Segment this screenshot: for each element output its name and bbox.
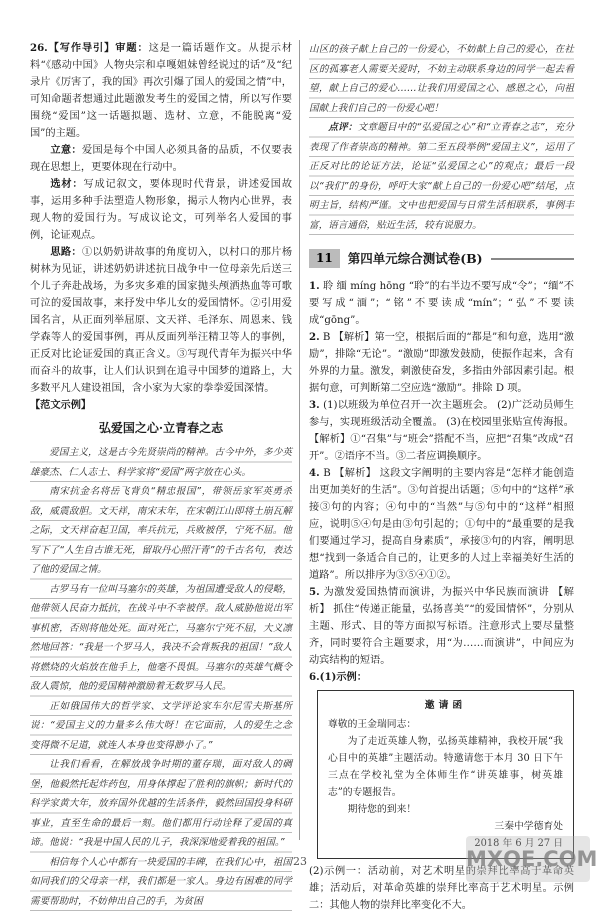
essay-paragraph: 爱国主义，这是古今先贤崇尚的精神。古今中外，多少英雄豪杰、仁人志士、科学家将“爱国”两字放在心头。 <box>30 447 292 478</box>
item-number: 5. <box>309 586 320 598</box>
q26-paragraph <box>30 40 292 142</box>
dianping-text: 文章题目中的“弘爱国之心”和“立青春之志”，充分表现了作者崇高的精神。第二至五段举例“爱国主义”，运用了正反对比的论证方法，论证“弘爱国之心”的观点；最后一段以“我们”的身份，呼吁大家“献上自己的一份爱心吧”结尾，点明主旨，结构严谨。文中也把爱国与日常生活相联系，事例丰富，语言通俗，贴近生活，较有说服力。 <box>309 122 574 231</box>
liyi-text: 爱国是每个中国人必须具备的品质，不仅要表现在思想上，更要体现在行动中。 <box>30 145 293 173</box>
invitation-salutation: 尊敬的王金瑞同志： <box>328 719 417 730</box>
essay-paragraph: 古罗马有一位叫马塞尔的英雄，为祖国遭受敌人的侵略，他带领人民奋力抵抗，在战斗中不幸被俘。敌人威胁他说出军事机密，否则将他处死。面对死亡，马塞尔宁死不屈，大义凛然地回答：“我是一个罗马人，我决不会背叛我的祖国！”敌人将燃烧的火焰放在他手上，他毫不畏惧。马塞尔的英雄气概令敌人震惊，他的爱国精神激励着无数罗马人民。 <box>30 583 292 692</box>
liyi-label: 立意： <box>50 144 82 156</box>
silu-label: 思路： <box>50 246 82 258</box>
invitation-date: 2018 年 6 月 27 日 <box>474 838 563 849</box>
answer-item <box>309 329 574 397</box>
essay-paragraph: 正如俄国伟大的哲学家、文学评论家车尔尼雪夫斯基所说：“爱国主义的力量多么伟大呀！在它面前，人的爱生之念变得微不足道，就连人本身也变得渺小了。” <box>30 700 292 751</box>
unit-title: 第四单元综合测试卷(B) <box>347 251 483 266</box>
unit-number: 11 <box>309 249 340 268</box>
unit-rule <box>491 258 574 260</box>
dianping-label: 点评： <box>328 122 358 133</box>
item-number: 1. <box>309 280 320 292</box>
xuancai-text: 写成记叙文，要体现时代背景，讲述爱国故事，运用多种手法塑造人物形象，揭示人物内心世界，表现人物的爱国行为。写成议论文，可列举名人爱国的事例，论证观点。 <box>30 179 293 241</box>
silu-paragraph <box>30 244 292 397</box>
invitation-sender: 三秦中学德育处 <box>494 821 563 832</box>
xuancai-label: 选材： <box>50 178 84 190</box>
right-column <box>309 40 574 914</box>
item-number: 3. <box>309 399 320 411</box>
answer-item <box>309 278 574 329</box>
essay-body <box>30 443 292 911</box>
invitation-body: 为了走近英雄人物，弘扬英雄精神，我校开展“我心目中的英雄”主题活动。特邀请您于本月 30 日下午三点在学校礼堂为全体师生作“讲英雄事，树英雄志”的专题报告。 <box>328 736 563 798</box>
item-text: (1)以班级为单位召开一次主题班会。 (2)广泛动员师生参与，实现班级活动全覆盖。 (3)在校园里张贴宣传海报。 【解析】①“召集”与“班会”搭配不当，应把“召集”改成“召开”。②语序不当。③二者应调换顺序。 <box>309 400 574 462</box>
essay-paragraph: 让我们看看，在解放战争时期的董存瑞，面对敌人的碉堡，他毅然托起炸药包，用身体撑起了胜利的旗帜；新时代的科学家黄大年，放弃国外优越的生活条件，毅然回国投身科研事业，直至生命的最后一刻。他们都用行动诠释了爱国的真谛。他说：“我是中国人民的儿子，我深深地爱着我的祖国。” <box>30 759 292 848</box>
item-text: 为激发爱国热情而演讲，为振兴中华民族而演讲 【解析】 抓住“传递正能量，弘扬喜美”“的爱国情怀”，分别从主题、形式、目的等方面拟写标语。注意形式上要尽量整齐，同时要符合主题要求，用“为……而演讲”，中间应为动宾结构的短语。 <box>309 587 574 666</box>
answer-item <box>309 397 574 465</box>
essay-paragraph: 相信每个人心中都有一块爱国的丰碑，在我们心中，祖国如同我们的父母亲一样，我们都是一家人。身边有困难的同学需要帮助时，不妨伸出自己的手，为贫困 <box>30 856 292 907</box>
item-text: 聆 缅 míng hōng “聆”的右半边不要写成“令”；“缅”不要写成“湎”；“铭”不要读成“mín”；“弘”不要读成“gōng”。 <box>309 281 574 326</box>
item-number: 4. <box>309 467 320 479</box>
essay-continuation-text: 山区的孩子献上自己的一份爱心，不妨献上自己的爱心，在社区的孤寡老人需要关爱时，不妨主动联系身边的同学一起去看望，献上自己的爱心……让我们用爱国之心、感恩之心，向祖国献上我们自己的一份爱心吧！ <box>309 44 574 114</box>
item-number: 2. <box>309 331 320 343</box>
invitation-card <box>317 690 574 859</box>
essay-paragraph: 南宋抗金名将岳飞背负“精忠报国”，带领岳家军英勇杀敌，威震敌胆。文天祥，南宋末年，在宋朝江山即将土崩瓦解之际，文天祥奋起卫国，率兵抗元，兵败被俘，宁死不屈。他写下了“人生自古谁无死，留取丹心照汗青”的千古名句，表达了他的爱国之情。 <box>30 486 292 575</box>
essay-continuation <box>309 40 574 235</box>
page-number: 23 <box>293 855 307 868</box>
left-column <box>30 40 292 911</box>
dianping-paragraph <box>309 118 574 235</box>
q26-head: 26.【写作导引】审题： <box>30 42 149 54</box>
invitation-closing: 期待您的到来！ <box>347 804 417 815</box>
q6-label: 6.(1)示例： <box>309 671 367 683</box>
essay-title: 弘爱国之心·立青春之志 <box>98 421 224 435</box>
invitation-title: 邀请函 <box>424 700 467 711</box>
xuancai-paragraph <box>30 176 292 244</box>
answer-item <box>309 465 574 584</box>
silu-text: ①以奶奶讲故事的角度切入，以村口的那片杨树林为见证，讲述奶奶讲述抗日战争中一位母亲先后送三个儿子奔赴战场，为多灾多难的国家抛头颅洒热血等可歌可泣的爱国故事，来抒发中华儿女的爱国情怀。②引用爱国名言，从正面列举屈原、文天祥、毛泽东、周恩来、钱学森等人的爱国事例，再从反面列举汪精卫等人的事例，正反对比论证爱国的真正含义。③写现代青年为振兴中华而奋斗的故事，让人们认识到在追寻中国梦的道路上，大多数平凡人建设祖国，含小家为大家的拳拳爱国深情。 <box>30 247 293 394</box>
item-text: B 【解析】 这段文字阐明的主要内容是“怎样才能创造出更加美好的生活”。③句首提出话题；⑤句中的“这样”承接③句的内容；④句中的“当然”与⑤句中的“这样”相照应，说明⑤④句是由③句引起的；①句中的“最重要的是我们要通过学习，提高自身素质”，承接③句的内容，阐明思想“找到一条适合自己的，让更多的人过上幸福美好生活的道路”。所以排序为③⑤④①②。 <box>309 468 574 581</box>
item-text: B 【解析】第一空，根据后面的“都是”和句意，选用“激励”，排除“无论”。“激励”即激发鼓励，使振作起来，含有外界的力量。激发，刺激使奋发，多指由外部因素引起。根据句意，可判断第二空应选“激励”。排除 D 项。 <box>309 332 574 394</box>
q26-text: 这是一篇话题作文。从提示材料“《感动中国》人物央宗和卓嘎姐妹曾经说过的话”及“纪录片《厉害了，我的国》再次引爆了国人的爱国之情”中，可知命题者想通过此题激发考生的爱国之情，所以写作要围绕“爱国”这一话题拟题、选材、立意，不能脱离“爱国”的主题。 <box>30 43 293 139</box>
unit-heading <box>309 249 574 268</box>
site-watermark: MXQE.COM <box>466 836 590 882</box>
answer-item <box>309 584 574 669</box>
fanwen-label: 【范文示例】 <box>30 399 92 411</box>
liyi-paragraph <box>30 142 292 176</box>
column-divider <box>299 40 300 840</box>
q6-part2: (2)示例一：活动前，对艺术明星的崇拜比率高于革命英雄；活动后，对革命英雄的崇拜比率高于艺术明星。示例二：其他人物的崇拜比率变化不大。 <box>309 866 574 911</box>
